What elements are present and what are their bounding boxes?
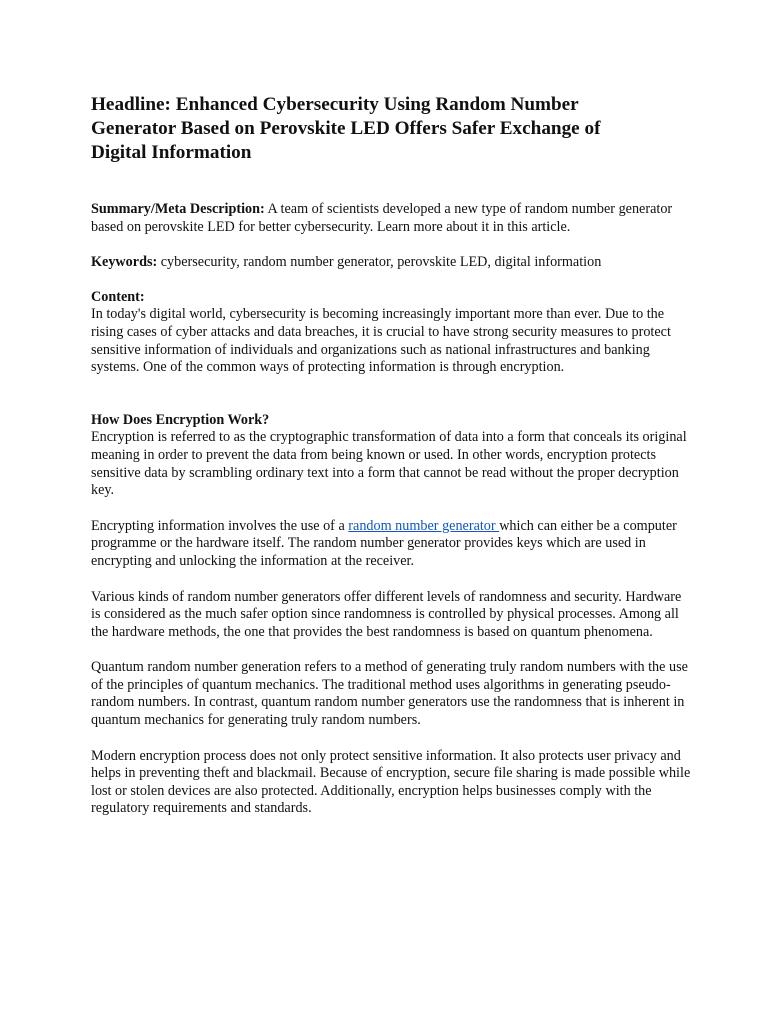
summary-text: A team of scientists developed a new type of random number generator based on perovskite LED for better cybersecurity. Learn more about it in this article.: [91, 201, 673, 235]
keywords-label: Keywords:: [91, 254, 158, 271]
section-paragraph-5: Modern encryption process does not only protect sensitive information. It also protects user privacy and helps in preventing theft and blackmail. Because of encryption, secure file sharing is made possible while lost or stolen devices are also protected. Additionally, encryption helps businesses comply with the regulatory requirements and standards.: [91, 747, 691, 817]
content-intro: In today's digital world, cybersecurity is becoming increasingly important more than ever. Due to the rising cases of cyber attacks and data breaches, it is crucial to have strong security measures to protect sensitive information of individuals and organizations such as national infrastructures and banking systems. One of the common ways of protecting information is through encryption.: [91, 306, 671, 376]
section-heading: How Does Encryption Work?: [91, 411, 270, 428]
content-section: [91, 289, 691, 377]
summary-paragraph: [91, 201, 691, 236]
p2-text-before: Encrypting information involves the use of a: [91, 517, 349, 534]
keywords-text: cybersecurity, random number generator, perovskite LED, digital information: [157, 254, 602, 271]
encryption-section: [91, 412, 691, 500]
content-label: Content:: [91, 288, 145, 305]
document-page: [91, 93, 691, 818]
p2-text-after: which can either be a computer programme or the hardware itself. The random number generator provides keys which are used in encrypting and unlocking the information at the receiver.: [91, 517, 677, 569]
keywords-paragraph: [91, 254, 691, 272]
section-paragraph-4: Quantum random number generation refers to a method of generating truly random numbers with the use of the principles of quantum mechanics. The traditional method uses algorithms in generating pseudo-random numbers. In contrast, quantum random number generators use the randomness that is inherent in quantum mechanics for generating truly random numbers.: [91, 659, 688, 729]
section-paragraph-1: Encryption is referred to as the cryptographic transformation of data into a form that conceals its original meaning in order to prevent the data from being known or used. In other words, encryption protects sensitive data by scrambling ordinary text into a form that cannot be read without the proper decryption key.: [91, 429, 687, 499]
random-number-generator-link[interactable]: random number generator: [348, 517, 500, 534]
section-paragraph-2: [91, 518, 691, 571]
section-paragraph-3: Various kinds of random number generators offer different levels of randomness and security. Hardware is considered as the much safer option since randomness is controlled by physical processes. Among all the hardware methods, the one that provides the best randomness is based on quantum phenomena.: [91, 588, 682, 640]
headline: Headline: Enhanced Cybersecurity Using Random Number Generator Based on Perovskite LED Offers Safer Exchange of Digital Information: [91, 94, 601, 163]
summary-label: Summary/Meta Description:: [91, 201, 265, 217]
